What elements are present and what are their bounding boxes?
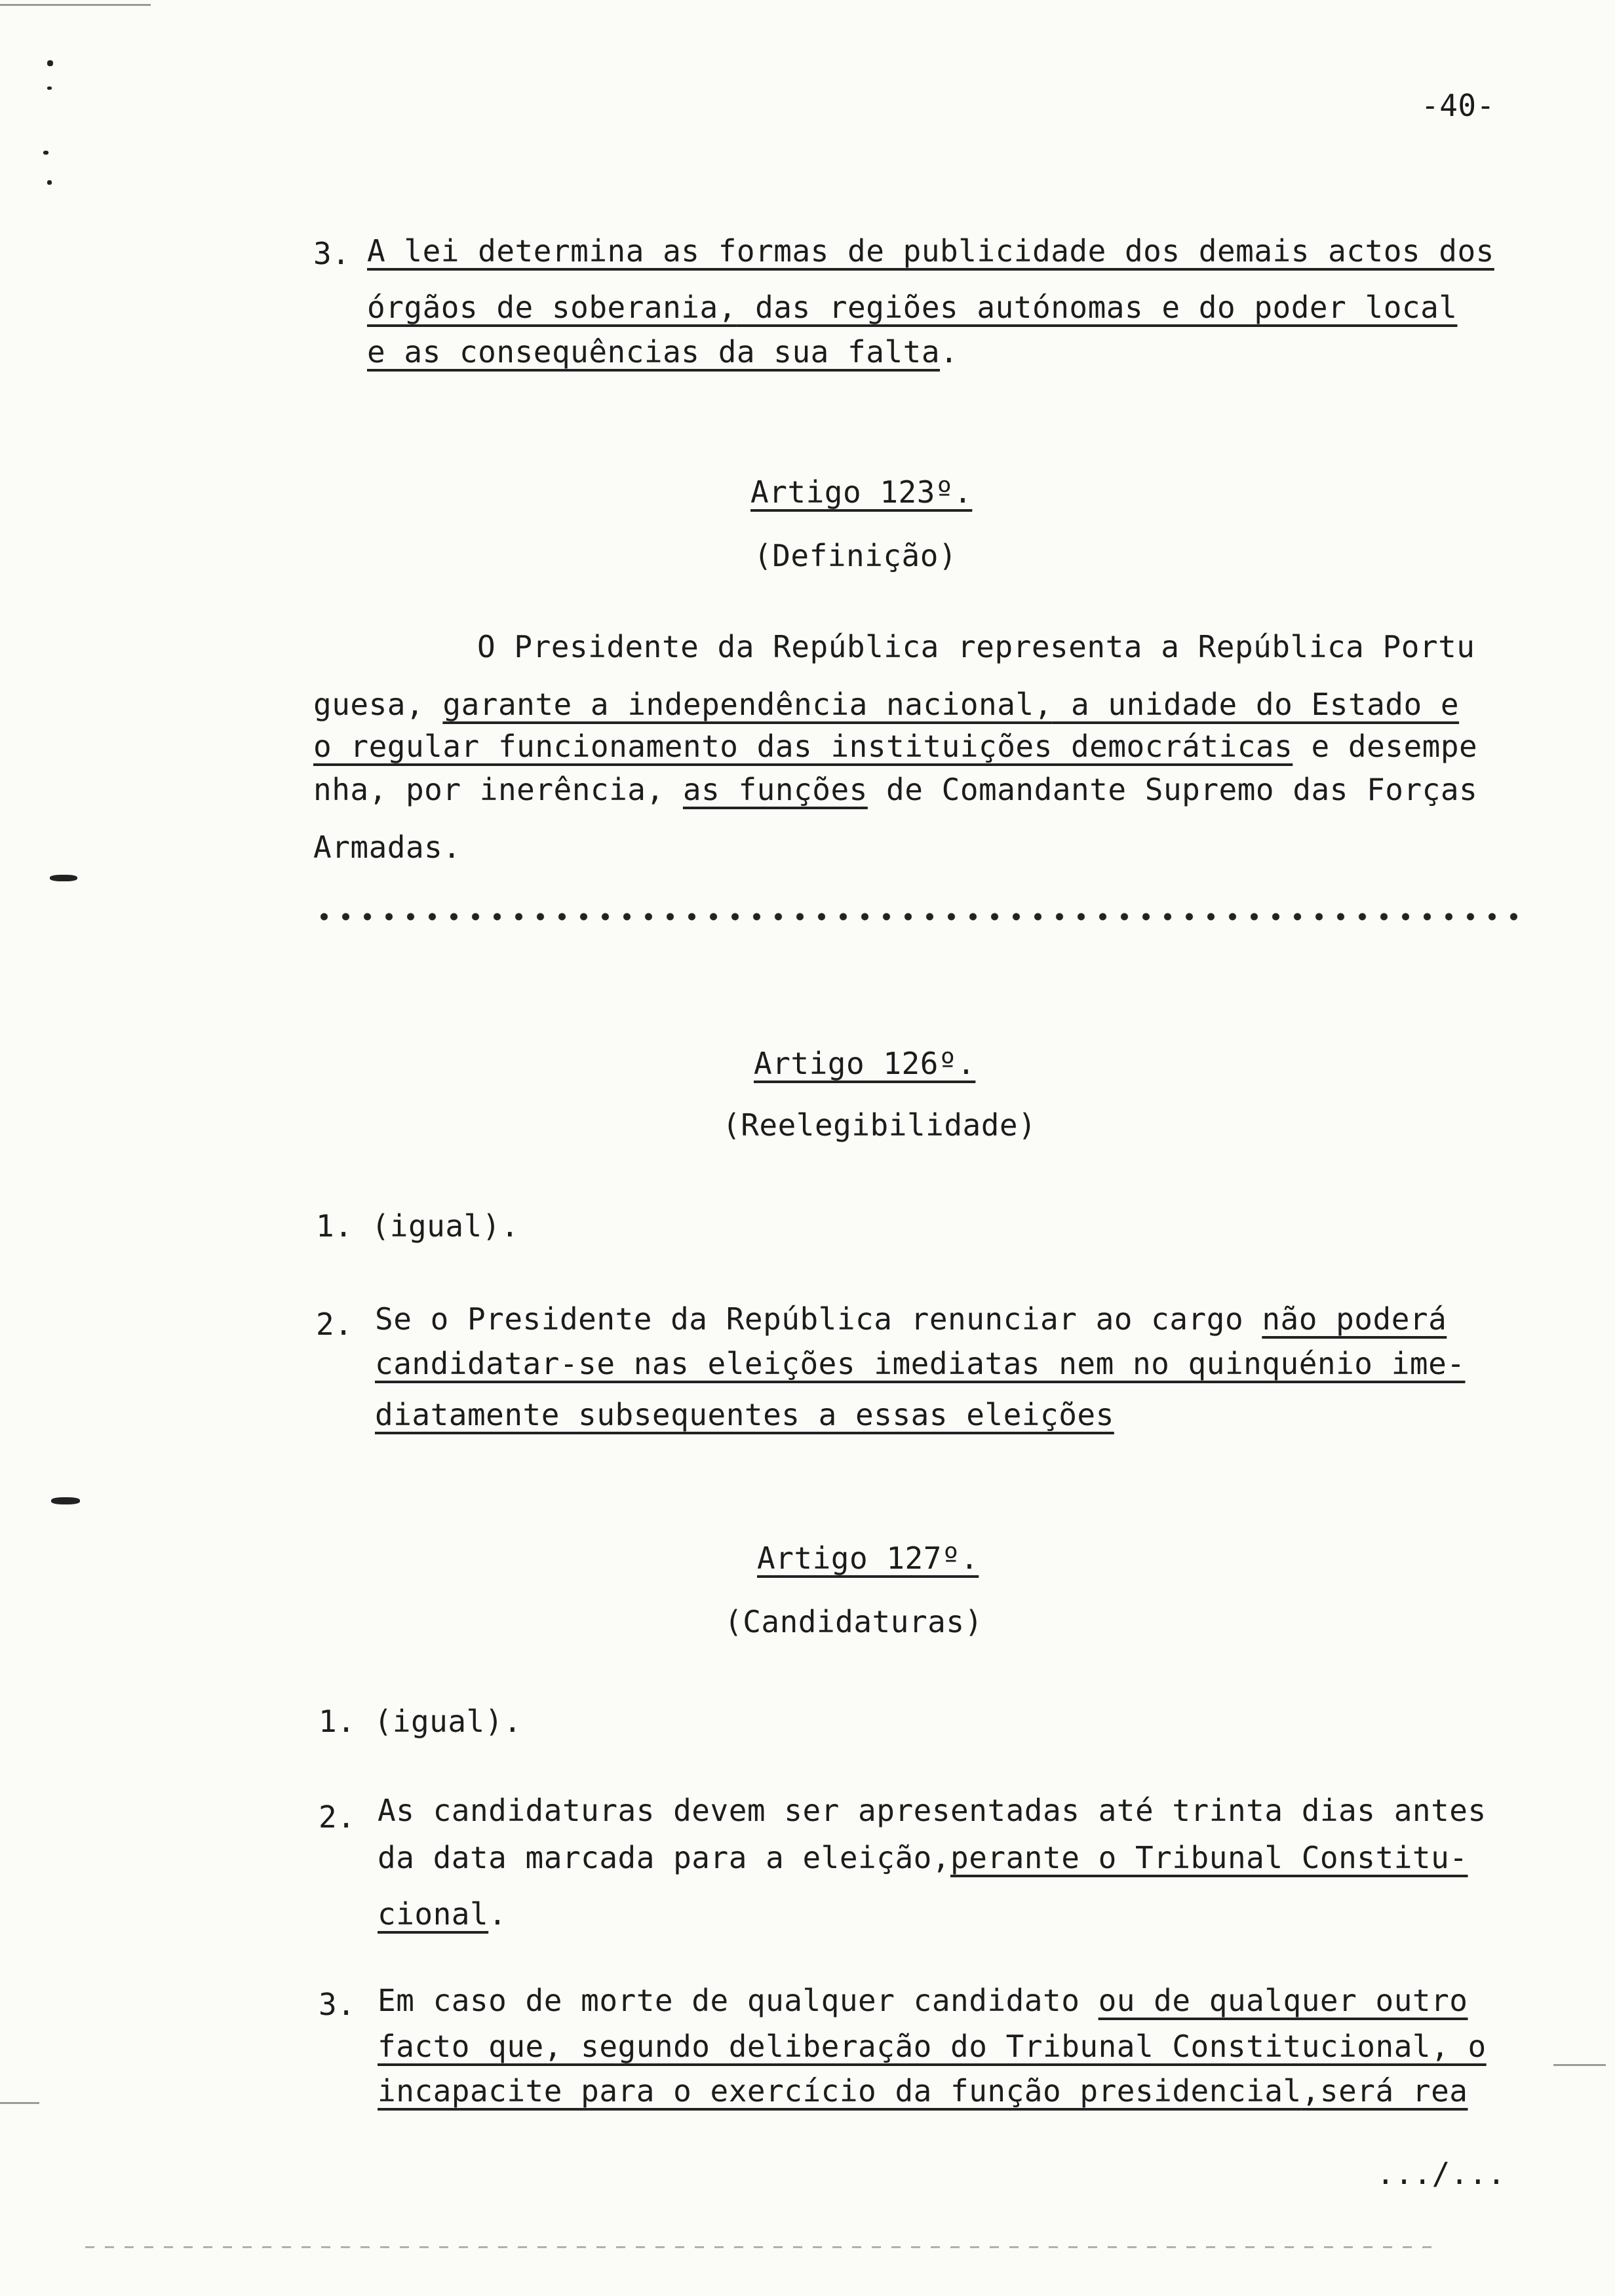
para-line: guesa, garante a independência nacional, a unidade do Estado e	[313, 687, 1460, 722]
para-line: o regular funcionamento das instituições democráticas e desempe	[313, 729, 1478, 764]
item-number: 2.	[319, 1799, 356, 1835]
para-line: Armadas.	[313, 830, 461, 865]
continuation-mark: .../...	[1376, 2156, 1506, 2191]
article-subtitle: (Reelegibilidade)	[722, 1107, 1037, 1143]
para-line: nha, por inerência, as funções de Comandante Supremo das Forças	[313, 772, 1478, 807]
para-line	[378, 2073, 1468, 2109]
underlined-text: ,será rea	[1301, 2073, 1468, 2109]
margin-mark	[51, 1497, 80, 1504]
underlined-text: garante a independência nacional,	[442, 687, 1053, 722]
list-item: 1. (igual).	[316, 1208, 520, 1244]
margin-mark	[50, 875, 77, 881]
para-line: Se o Presidente da República renunciar ao cargo não poderá	[375, 1301, 1447, 1337]
para-line: A lei determina as formas de publicidade dos demais actos dos	[367, 233, 1494, 269]
article-title: Artigo 126º.	[754, 1046, 976, 1081]
margin-dot	[47, 180, 52, 185]
para-line: facto que, segundo deliberação do Tribunal Constitucional, o	[378, 2029, 1487, 2064]
para-line: O Presidente da República representa a República Portu	[477, 629, 1475, 664]
item-number: 3.	[319, 1987, 356, 2022]
underlined-text: as funções	[682, 772, 868, 807]
underlined-text: a unidade do Estado e	[1052, 687, 1460, 722]
margin-dot	[43, 151, 49, 155]
underlined-text: das regiões autónomas e do poder local	[736, 290, 1458, 325]
list-item: 1. (igual).	[319, 1704, 522, 1739]
item-number: 2.	[316, 1307, 353, 1342]
scan-edge-left	[0, 2102, 39, 2104]
dotted-separator	[313, 912, 1525, 921]
underlined-text: órgãos de soberania,	[367, 290, 737, 325]
article-subtitle: (Candidaturas)	[724, 1604, 983, 1639]
underlined-text: não poderá	[1262, 1301, 1447, 1337]
para-line: da data marcada para a eleição,perante o Tribunal Constitu-	[378, 1840, 1468, 1875]
underlined-text: ou de qualquer outro	[1098, 1983, 1468, 2018]
article-title: Artigo 127º.	[757, 1540, 979, 1576]
margin-dot	[47, 60, 53, 66]
item-number: 3.	[313, 236, 351, 271]
para-line: candidatar-se nas eleições imediatas nem no quinquénio ime-	[375, 1346, 1466, 1381]
para-line: diatamente subsequentes a essas eleições	[375, 1397, 1114, 1432]
underlined-text: incapacite para o exercício da função presidencial	[378, 2073, 1302, 2109]
para-line: cional.	[378, 1896, 507, 1932]
underlined-text: cional	[378, 1896, 489, 1932]
article-title: Artigo 123º.	[750, 474, 973, 510]
article-subtitle: (Definição)	[754, 538, 958, 573]
para-line: Em caso de morte de qualquer candidato ou de qualquer outro	[378, 1983, 1468, 2018]
para-line	[367, 290, 1458, 325]
underlined-text: o regular funcionamento das instituições democráticas	[313, 729, 1293, 764]
scan-edge-bottom	[85, 2246, 1435, 2248]
scan-edge-top	[0, 4, 151, 6]
scan-edge-right	[1553, 2064, 1606, 2066]
underlined-text: e as consequências da sua falta	[367, 334, 941, 370]
para-line: As candidaturas devem ser apresentadas até trinta dias antes	[378, 1793, 1487, 1828]
underlined-text: perante o Tribunal Constitu-	[950, 1840, 1468, 1875]
margin-dot	[47, 86, 52, 90]
para-line: e as consequências da sua falta.	[367, 334, 959, 370]
page-number: -40-	[1421, 88, 1495, 123]
